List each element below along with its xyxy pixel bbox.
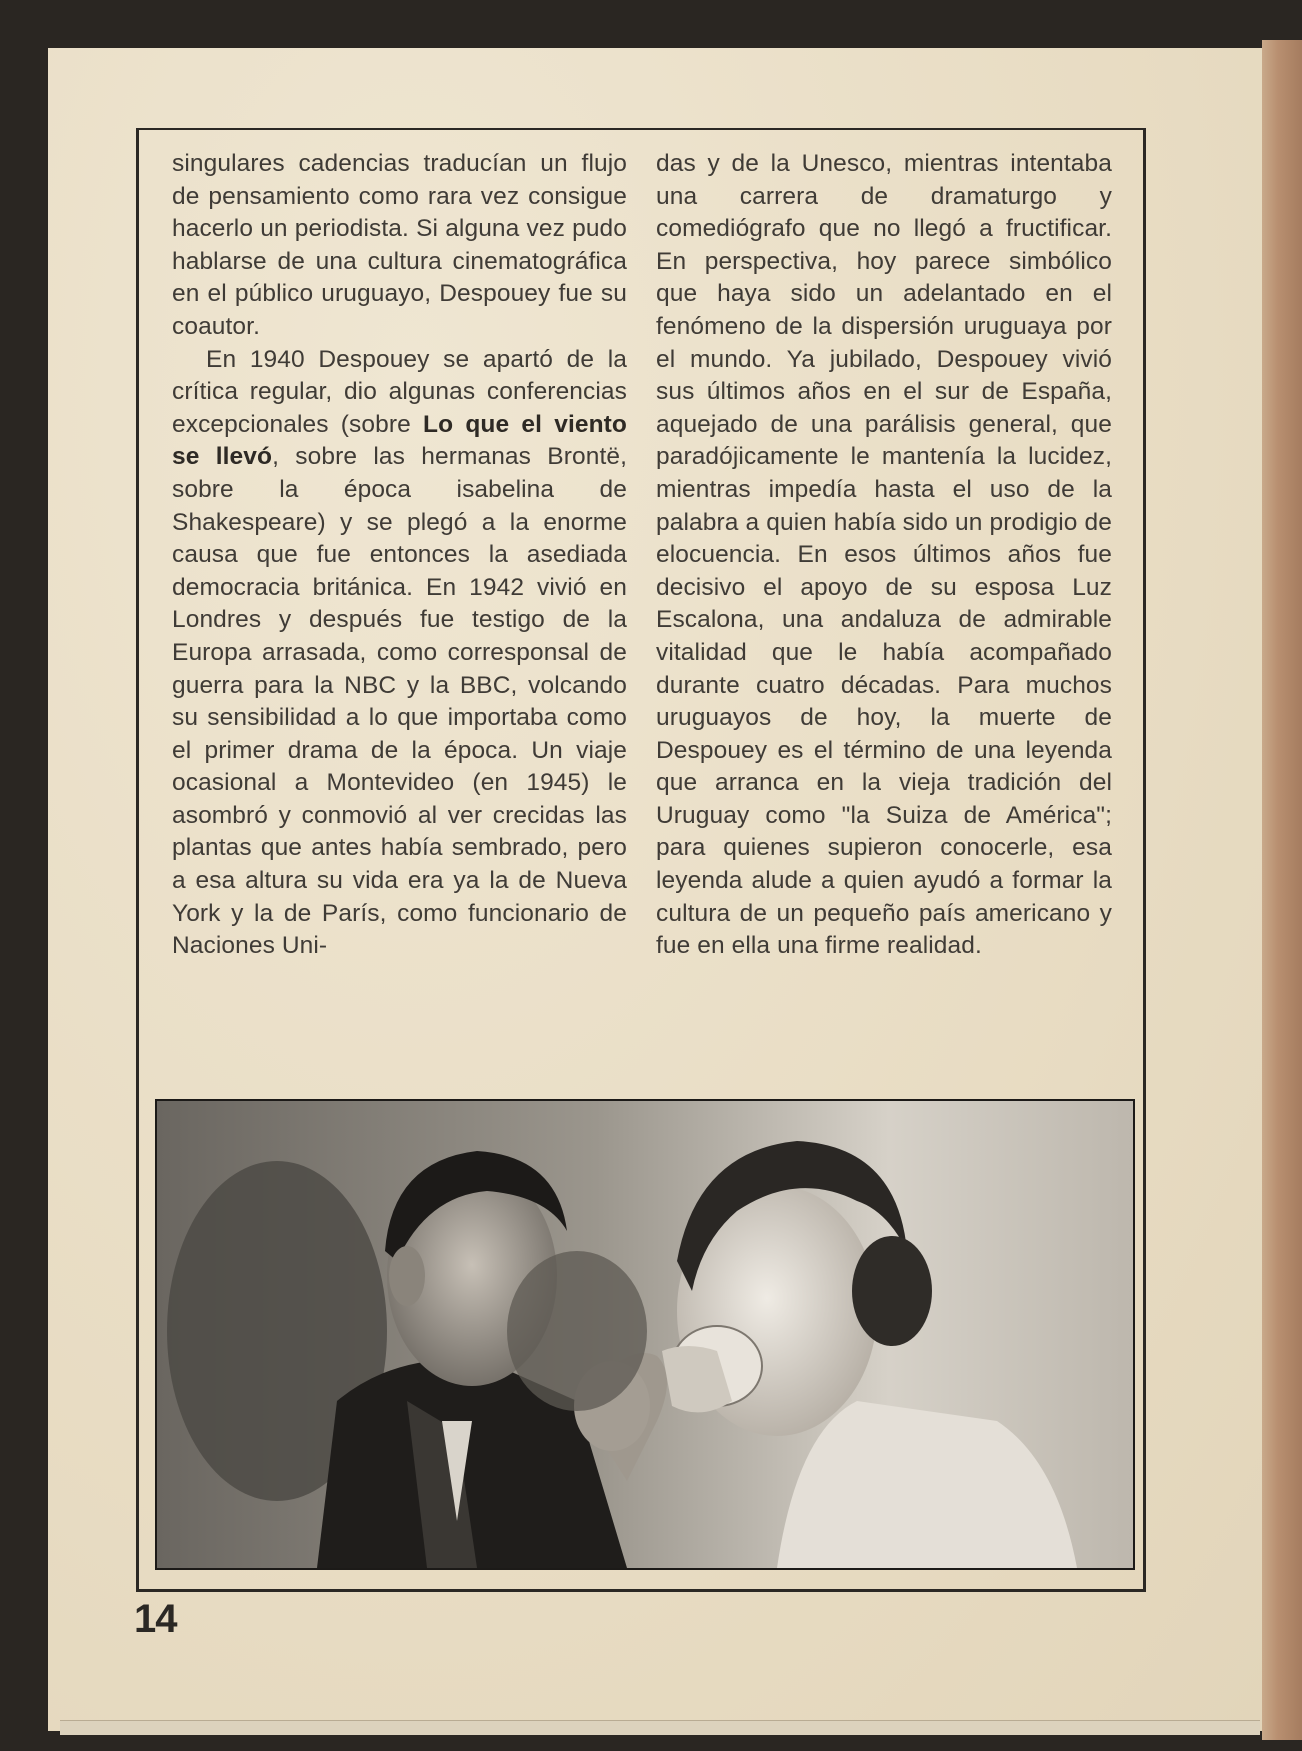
paragraph-3: das y de la Unesco, mientras intentaba una carrera de dramaturgo y comediógrafo que no llegó a fructificar. En perspectiva, hoy parece simbólico que haya sido un adelantado en el fenómeno de la dispersión uruguaya por el mundo. Ya jubilado, Despouey vivió sus últimos años en el sur de España, aquejado de una parálisis general, que paradójicamente le mantenía la lucidez, mientras impedía hasta el uso de la palabra a quien había sido un prodigio de elocuencia. En esos últimos años fue decisivo el apoyo de su esposa Luz Escalona, una andaluza de admirable vitalidad que le había acompañado durante cuatro décadas. Para muchos uruguayos de hoy, la muerte de Despouey es el término de una leyenda que arranca en la vieja tradición del Uruguay como "la Suiza de América"; para quienes supieron conocerle, esa leyenda alude a quien ayudó a formar la cultura de un pequeño país americano y fue en ella una firme realidad. (656, 150, 1112, 960)
paragraph-1: singulares cadencias traducían un flujo de pensamiento como rara vez consigue hacerlo un periodista. Si alguna vez pudo hablarse de una cultura cinematográfica en el público uruguayo, Despouey fue su coautor. (172, 150, 627, 340)
film-still-photo (155, 1099, 1135, 1570)
paragraph-2-start: En 1940 Despouey se apartó de la crítica regular, dio algunas conferencias excepcionales (sobre (172, 345, 627, 438)
article-column-right (656, 148, 1112, 963)
film-title: Lo que el viento se llevó (172, 410, 627, 471)
film-still-illustration (157, 1101, 1133, 1568)
paragraph-2-end: , sobre las hermanas Brontë, sobre la época isabelina de Shakespeare) y se plegó a la enorme causa que fue entonces la asediada democracia británica. En 1942 vivió en Londres y después fue testigo de la Europa arrasada, como corresponsal de guerra para la NBC y la BBC, volcando su sensibilidad a lo que importaba como el primer drama de la época. Un viaje ocasional a Montevideo (en 1945) le asombró y conmovió al ver crecidas las plantas que antes había sembrado, pero a esa altura su vida era ya la de Nueva York y la de París, como funcionario de Naciones Uni- (172, 443, 627, 960)
page-edge (1262, 40, 1302, 1740)
paragraph-2 (172, 344, 627, 963)
article-column-left (172, 148, 627, 963)
page-number: 14 (134, 1597, 177, 1641)
page-bottom-edge (60, 1720, 1260, 1735)
